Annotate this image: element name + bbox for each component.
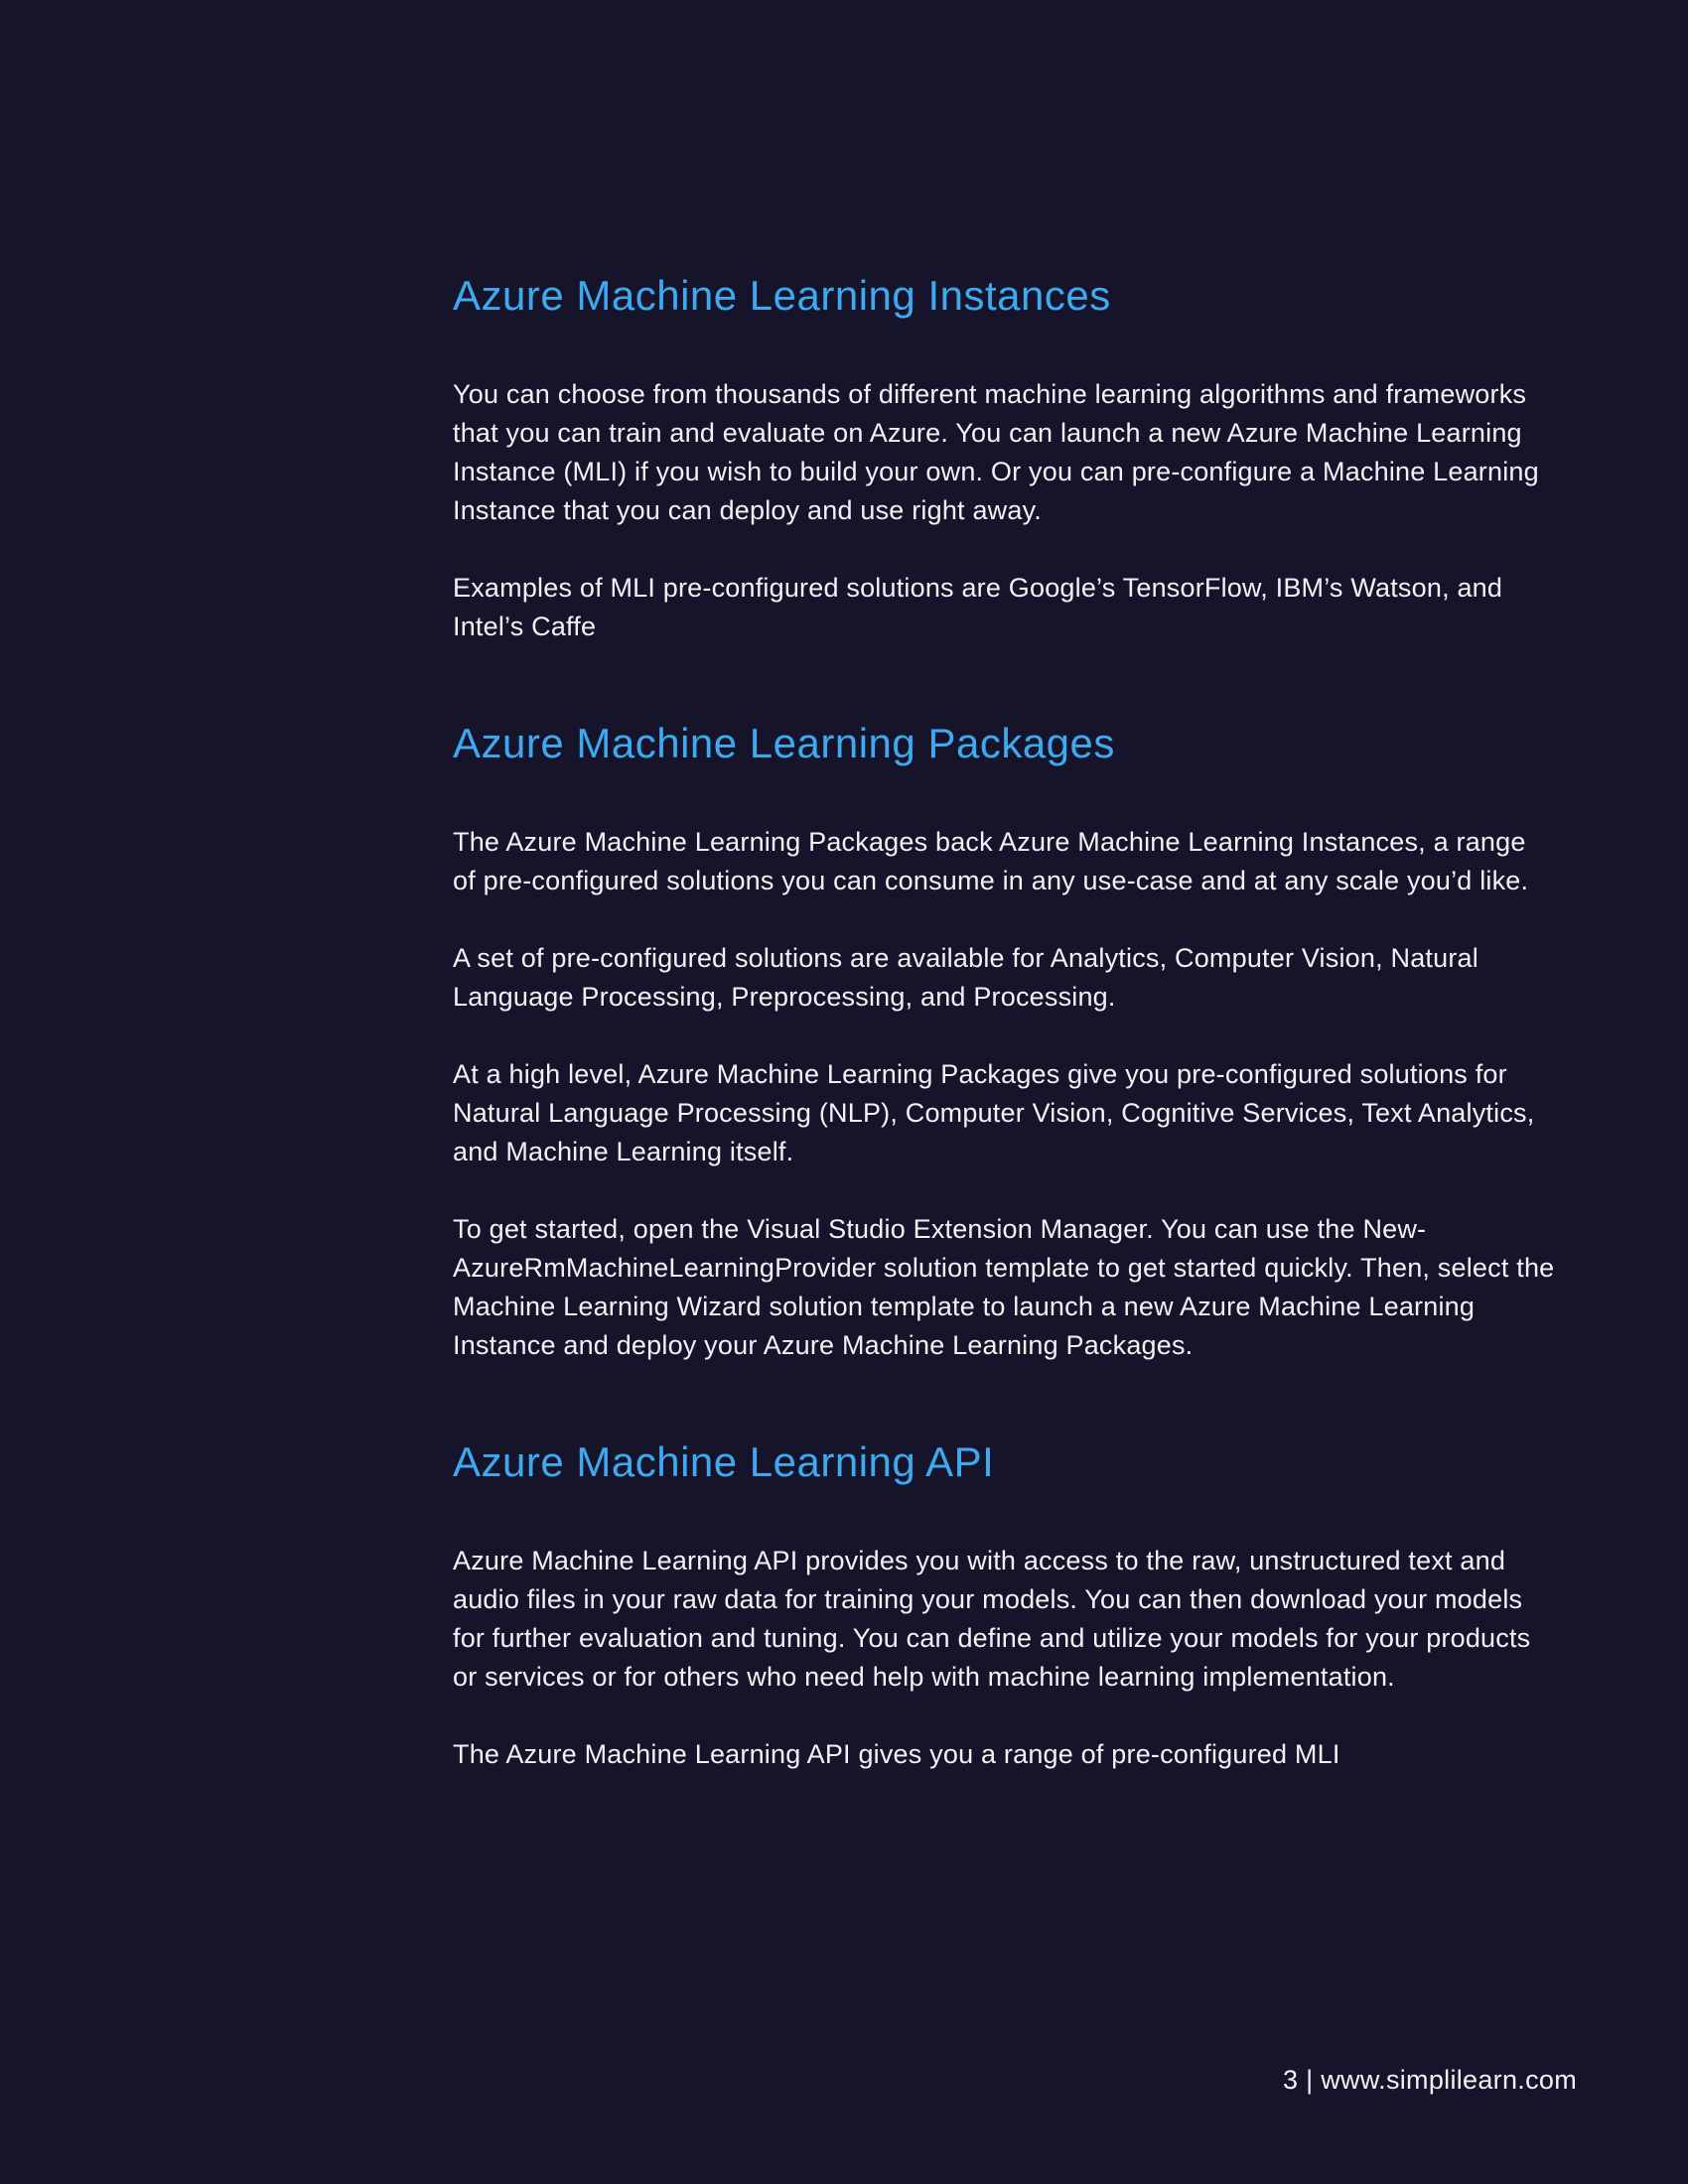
paragraph: Azure Machine Learning API provides you with access to the raw, unstructured text and audio files in your raw data for training your models. You can then download your models for further evaluation and tuning. You can define and utilize your models for your products or services or for others who need help with machine learning implementation. [453, 1546, 1531, 1692]
section-title: Azure Machine Learning Packages [453, 720, 1115, 766]
section-title: Azure Machine Learning API [453, 1438, 995, 1485]
paragraph: You can choose from thousands of different machine learning algorithms and frameworks that you can train and evaluate on Azure. You can launch a new Azure Machine Learning Instance (MLI) if you wish to build your own. Or you can pre-configure a Machine Learning Instance that you can deploy and use right away. [453, 379, 1539, 525]
paragraph: The Azure Machine Learning Packages back Azure Machine Learning Instances, a range of pre-configured solutions you can consume in any use-case and at any scale you’d like. [453, 827, 1529, 895]
section-ml-instances [453, 268, 1555, 646]
document-body [453, 268, 1555, 1813]
paragraph: To get started, open the Visual Studio Extension Manager. You can use the New-AzureRmMachineLearningProvider solution template to get started quickly. Then, select the Machine Learning Wizard solution template to launch a new Azure Machine Learning Instance and deploy your Azure Machine Learning Packages. [453, 1214, 1555, 1360]
paragraph: At a high level, Azure Machine Learning Packages give you pre-configured solutions for Natural Language Processing (NLP), Computer Vision, Cognitive Services, Text Analytics, and Machine Learning itself. [453, 1059, 1535, 1166]
paragraph: A set of pre-configured solutions are available for Analytics, Computer Vision, Natural Language Processing, Preprocessing, and Processing. [453, 943, 1478, 1012]
section-ml-api [453, 1434, 1555, 1774]
paragraph: The Azure Machine Learning API gives you a range of pre-configured MLI [453, 1739, 1340, 1769]
page-footer: 3 | www.simplilearn.com [1283, 2065, 1577, 2095]
section-ml-packages [453, 716, 1555, 1365]
paragraph: Examples of MLI pre-configured solutions are Google’s TensorFlow, IBM’s Watson, and Intel’s Caffe [453, 573, 1503, 641]
section-title: Azure Machine Learning Instances [453, 272, 1111, 319]
